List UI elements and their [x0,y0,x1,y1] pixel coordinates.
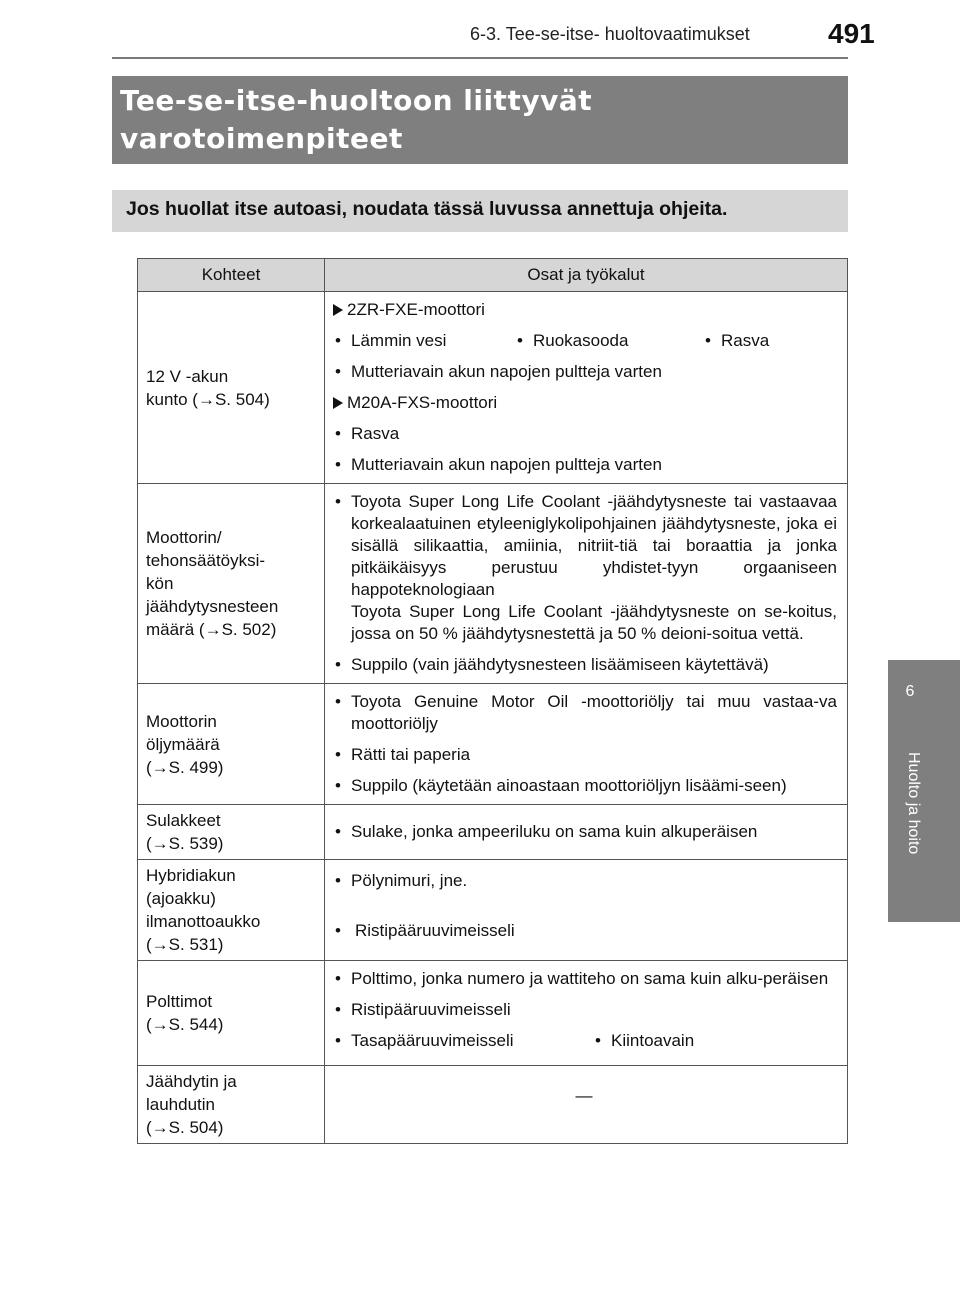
table-row [138,484,848,684]
item-cell [138,292,325,484]
bullet-icon: • [335,745,341,764]
tools-cell [325,961,848,1066]
section-header: 6-3. Tee-se-itse- huoltovaatimukset [470,24,750,44]
tool-text: Ristipääruuvimeisseli [355,921,515,940]
header-items: Kohteet [138,259,325,292]
list-item [331,361,837,383]
engine-subheading [331,299,837,321]
tool-text: Sulake, jonka ampeeriluku on sama kuin alkuperäisen [351,822,758,841]
tool-text: Kiintoavain [611,1031,695,1050]
tool-text: Suppilo (vain jäähdytysnesteen lisäämiseen käytettävä) [351,655,769,674]
item-text: kön [146,574,174,593]
list-item [331,744,837,766]
item-text: Moottorin/ [146,528,222,547]
list-item [331,775,837,797]
tool-text: Rasva [721,331,770,350]
item-text: lauhdutin [146,1095,216,1114]
item-text: jäähdytysnesteen [146,597,279,616]
subheading-text: 2ZR-FXE-moottori [347,300,485,319]
tool-text: Rätti tai paperia [351,745,471,764]
item-text: (→S. 504) [146,1118,224,1137]
bullet-icon: • [335,776,341,795]
bullet-icon: • [335,1000,341,1019]
header-tools: Osat ja työkalut [325,259,848,292]
item-cell [138,961,325,1066]
tool-text: Pölynimuri, jne. [351,871,468,890]
tool-text: Rasva [351,424,400,443]
tool-text: Mutteriavain akun napojen pultteja varten [351,455,662,474]
list-item [331,654,837,676]
item-text: tehonsäätöyksi- [146,551,266,570]
tool-text: Suppilo (käytetään ainoastaan moottoriöljyn lisäämi-seen) [351,776,787,795]
bullet-icon: • [517,331,523,350]
item-cell [138,684,325,805]
list-item [331,454,837,476]
bullet-icon: • [335,921,341,940]
tool-text: Toyota Super Long Life Coolant -jäähdytysneste tai vastaavaa korkealaatuinen etyleeniglykolipohjainen jäähdytysneste, joka ei sisällä silikaattia, amiinia, nitriit-tiä tai boraattia ja jonka pitkäikäisyys perustuu yhdistet-tyyn orgaaniseen happoteknologiaan [351,492,837,599]
item-text: (→S. 499) [146,757,224,777]
table-row [138,1066,848,1144]
list-item [331,423,837,445]
bullet-icon: • [335,692,341,711]
page-number: 491 [828,18,875,49]
list-item [331,920,837,942]
title-box [112,76,848,164]
list-item [331,330,837,352]
item-text: määrä (→S. 502) [146,620,277,639]
tools-cell [325,292,848,484]
item-text: Jäähdytin ja [146,1072,237,1091]
item-text: Sulakkeet [146,811,221,830]
bullet-icon: • [335,331,341,350]
item-text: (ajoakku) [146,889,216,908]
bullet-icon: • [335,424,341,443]
bullet-icon: • [335,1031,341,1050]
table-header-row [138,259,848,292]
bullet-icon: • [335,455,341,474]
bullet-icon: • [595,1031,601,1050]
tool-text: Lämmin vesi [351,331,447,350]
table-row [138,805,848,860]
list-item [331,999,837,1021]
title-line-2: varotoimenpiteet [120,122,403,155]
tools-cell [325,805,848,860]
bullet-icon: • [335,822,341,841]
bullet-icon: • [705,331,711,350]
title-line-1: Tee-se-itse-huoltoon liittyvät [120,84,593,117]
triangle-icon [333,304,343,316]
bullet-icon: • [335,871,341,890]
list-item [331,821,837,843]
table-row [138,684,848,805]
list-item [331,870,837,892]
item-cell [138,805,325,860]
side-tab-number: 6 [905,683,915,700]
table-row [138,860,848,961]
item-text: (→S. 539) [146,834,224,853]
subheading-text: M20A-FXS-moottori [347,393,498,412]
list-item [331,1030,837,1052]
item-cell [138,1066,325,1144]
tools-cell [325,484,848,684]
item-text: ilmanottoaukko [146,912,261,931]
bullet-icon: • [335,362,341,381]
bullet-icon: • [335,492,341,511]
item-text: Polttimot [146,992,213,1011]
item-text: öljymäärä [146,734,220,754]
item-text: Hybridiakun [146,866,236,885]
tool-text: Polttimo, jonka numero ja wattiteho on sama kuin alku-peräisen [351,969,829,988]
tool-text: Mutteriavain akun napojen pultteja varten [351,362,662,381]
header-rule [112,57,848,59]
tools-table [137,258,848,1144]
tool-text: Ruokasooda [533,331,629,350]
side-tab-label: Huolto ja hoito [905,752,922,855]
list-item [331,691,837,735]
tools-cell [325,860,848,961]
item-text: kunto (→S. 504) [146,389,270,409]
bullet-icon: • [335,655,341,674]
tool-text: Toyota Genuine Motor Oil -moottoriöljy tai muu vastaa-va moottoriöljy [351,692,837,733]
item-cell [138,484,325,684]
triangle-icon [333,397,343,409]
table-row [138,292,848,484]
tools-cell [325,684,848,805]
table-row [138,961,848,1066]
tool-text: Ristipääruuvimeisseli [351,1000,511,1019]
tool-text: Tasapääruuvimeisseli [351,1031,514,1050]
no-tools-dash: — [575,1086,593,1105]
item-text: (→S. 544) [146,1015,224,1034]
tools-cell [325,1066,848,1144]
engine-subheading [331,392,837,414]
intro-box: Jos huollat itse autoasi, noudata tässä luvussa annettuja ohjeita. [112,190,848,232]
tool-text: Toyota Super Long Life Coolant -jäähdytysneste on se-koitus, jossa on 50 % jäähdytysnestettä ja 50 % deioni-soitua vettä. [351,602,837,643]
bullet-icon: • [335,969,341,988]
list-item [331,491,837,645]
item-cell [138,860,325,961]
item-text: 12 V -akun [146,366,229,386]
item-text: (→S. 531) [146,935,224,954]
list-item [331,968,837,990]
item-text: Moottorin [146,711,217,731]
